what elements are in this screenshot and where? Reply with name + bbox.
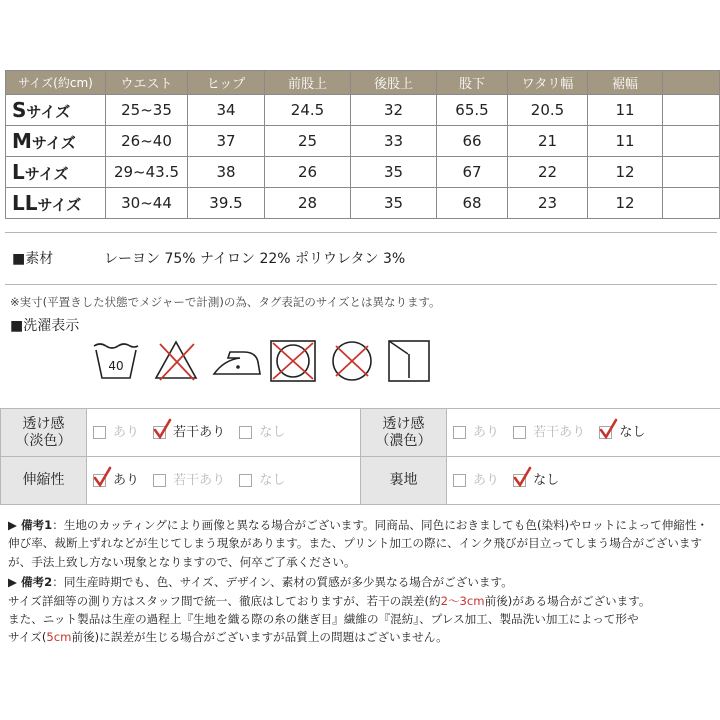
divider	[5, 284, 717, 285]
material-value: レーヨン 75% ナイロン 22% ポリウレタン 3%	[104, 251, 406, 267]
table-cell: 65.5	[437, 95, 508, 126]
table-row	[6, 126, 720, 157]
note-line-4: また、ニット製品は生産の過程上『生地を織る際の糸の継ぎ目』繊維の『混紡』、プレス加工、製品洗い加工によって形や	[8, 612, 639, 627]
table-cell: 37	[188, 126, 265, 157]
feature-table	[0, 408, 720, 505]
table-cell: 32	[351, 95, 437, 126]
check-icon	[598, 418, 618, 440]
size-label: Lサイズ	[6, 157, 106, 188]
table-cell: 28	[265, 188, 351, 219]
table-cell: 26	[265, 157, 351, 188]
size-table-header-row	[6, 71, 720, 95]
option-jakkan: 若干あり	[153, 472, 225, 490]
option-ari: あり	[93, 424, 139, 442]
header-thigh: ワタリ幅	[508, 71, 588, 95]
measure-note: ※実寸(平置きした状態でメジャーで計測)の為、タグ表記のサイズとは異なります。	[10, 295, 441, 309]
table-cell: 66	[437, 126, 508, 157]
table-cell: 11	[588, 126, 663, 157]
header-waist: ウエスト	[106, 71, 188, 95]
check-icon	[512, 466, 532, 488]
table-cell: 20.5	[508, 95, 588, 126]
table-cell: 38	[188, 157, 265, 188]
table-row	[6, 188, 720, 219]
option-jakkan: 若干あり	[513, 424, 585, 442]
table-cell: 25	[265, 126, 351, 157]
note-line-5: サイズ(5cm前後)に誤差が生じる場合がございますが品質上の問題はございません。	[8, 630, 448, 645]
option-nashi: なし	[239, 472, 285, 490]
line-dry-icon	[386, 338, 432, 384]
iron-low-icon	[210, 338, 264, 382]
no-dry-clean-icon	[268, 338, 318, 384]
material-row	[12, 248, 405, 268]
table-cell	[663, 157, 720, 188]
table-cell	[663, 95, 720, 126]
table-cell: 22	[508, 157, 588, 188]
table-cell: 39.5	[188, 188, 265, 219]
table-cell: 11	[588, 95, 663, 126]
note-1: ▶ 備考1：生地のカッティングにより画像と異なる場合がございます。同商品、同色におきましても色(染料)やロットによって伸縮性・伸び率、裁断上ずれなどが生じてしまう現象があります。また、プリント加工の際に、インク飛びが目立ってしまう場合がございますが、手法上致し方ない現象となりますので、何卒ご了承ください。	[8, 518, 709, 569]
feature-head-lining: 裏地	[361, 457, 447, 505]
size-label: Mサイズ	[6, 126, 106, 157]
table-cell: 33	[351, 126, 437, 157]
table-cell: 21	[508, 126, 588, 157]
table-cell: 34	[188, 95, 265, 126]
table-cell: 26~40	[106, 126, 188, 157]
note-2: ▶ 備考2：同生産時期でも、色、サイズ、デザイン、素材の質感が多少異なる場合がございます。	[8, 575, 513, 590]
washing-title: ■洗濯表示	[10, 318, 80, 334]
table-row	[6, 157, 720, 188]
note-line-3: サイズ詳細等の測り方はスタッフ間で統一、徹底はしておりますが、若干の誤差(約2～3cm前後)がある場合がございます。	[8, 593, 651, 608]
table-row	[6, 95, 720, 126]
table-cell: 67	[437, 157, 508, 188]
divider	[5, 232, 717, 233]
option-nashi-checked: なし	[513, 472, 559, 490]
feature-options	[447, 457, 720, 505]
table-cell: 24.5	[265, 95, 351, 126]
wash-40-icon	[92, 338, 140, 382]
no-bleach-icon	[152, 338, 200, 382]
table-cell	[663, 126, 720, 157]
feature-options	[447, 409, 720, 457]
material-label: ■素材	[12, 251, 54, 267]
table-cell	[663, 188, 720, 219]
table-cell: 25~35	[106, 95, 188, 126]
table-cell: 35	[351, 188, 437, 219]
table-cell: 35	[351, 157, 437, 188]
table-cell: 30~44	[106, 188, 188, 219]
feature-head-transparency-dark: 透け感 （濃色）	[361, 409, 447, 457]
table-cell: 29~43.5	[106, 157, 188, 188]
feature-options	[87, 457, 361, 505]
size-label: LLサイズ	[6, 188, 106, 219]
notes	[8, 516, 714, 647]
svg-text:40: 40	[108, 359, 124, 373]
feature-row	[1, 457, 720, 505]
header-front-rise: 前股上	[265, 71, 351, 95]
header-inseam: 股下	[437, 71, 508, 95]
option-jakkan-checked: 若干あり	[153, 424, 225, 442]
check-icon	[152, 418, 172, 440]
table-cell: 68	[437, 188, 508, 219]
feature-options	[87, 409, 361, 457]
feature-row	[1, 409, 720, 457]
header-hem: 裾幅	[588, 71, 663, 95]
option-nashi-checked: なし	[599, 424, 645, 442]
size-label: Sサイズ	[6, 95, 106, 126]
option-nashi: なし	[239, 424, 285, 442]
header-size: サイズ(約cm)	[6, 71, 106, 95]
option-ari: あり	[453, 472, 499, 490]
option-ari: あり	[453, 424, 499, 442]
feature-head-stretch: 伸縮性	[1, 457, 87, 505]
header-back-rise: 後股上	[351, 71, 437, 95]
header-hip: ヒップ	[188, 71, 265, 95]
table-cell: 12	[588, 188, 663, 219]
table-cell: 12	[588, 157, 663, 188]
header-blank	[663, 71, 720, 95]
option-ari-checked: あり	[93, 472, 139, 490]
feature-head-transparency-light: 透け感 （淡色）	[1, 409, 87, 457]
check-icon	[92, 466, 112, 488]
size-table	[5, 70, 720, 219]
table-cell: 23	[508, 188, 588, 219]
no-tumble-dry-icon	[328, 338, 376, 384]
